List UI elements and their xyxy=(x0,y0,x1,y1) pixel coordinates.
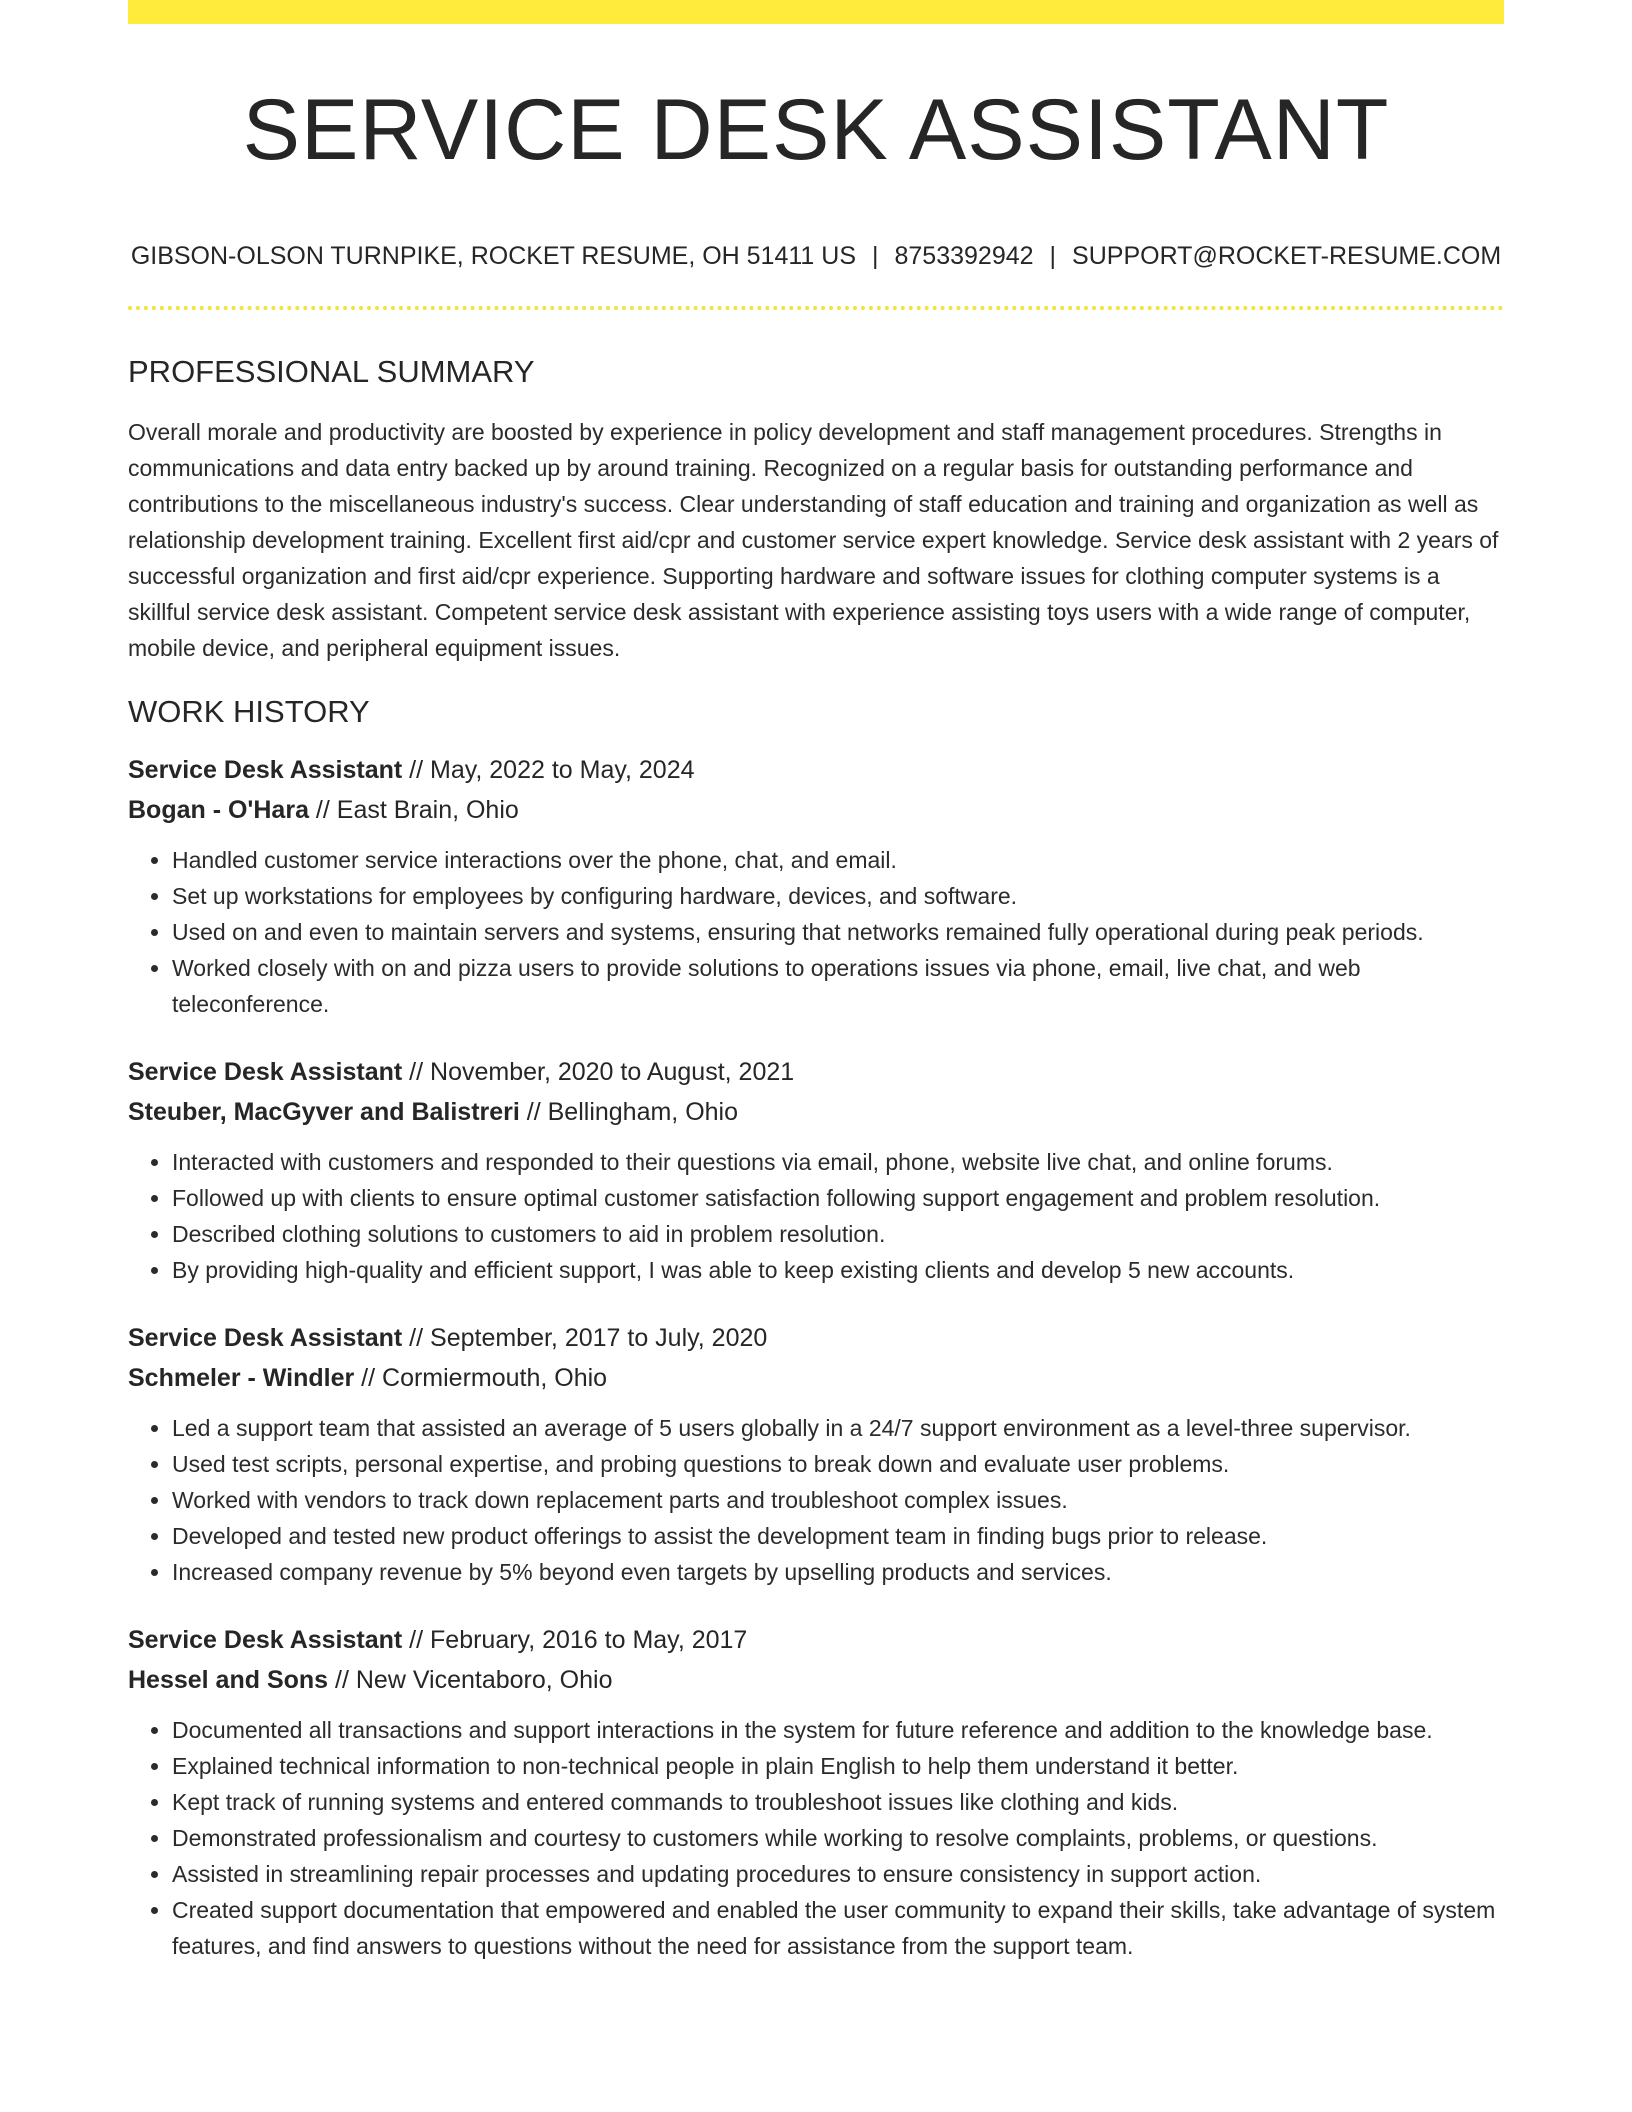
job-location: // Bellingham, Ohio xyxy=(519,1098,739,1126)
job-bullet: • Used on and even to maintain servers and systems, ensuring that networks remained fully operational during peak periods. xyxy=(172,914,1504,950)
contact-email: SUPPORT@ROCKET-RESUME.COM xyxy=(1072,242,1502,270)
job-role: Service Desk Assistant xyxy=(128,1626,403,1654)
job-entry xyxy=(128,750,1504,1022)
job-bullet: • Worked with vendors to track down replacement parts and troubleshoot complex issues. xyxy=(172,1482,1504,1518)
job-bullet: • Handled customer service interactions over the phone, chat, and email. xyxy=(172,842,1504,878)
contact-separator: | xyxy=(1049,242,1057,270)
job-bullet: • Created support documentation that empowered and enabled the user community to expand their skills, take advantage of system features, and find answers to questions without the need for assistance from the support team. xyxy=(172,1892,1504,1964)
job-bullet: • Explained technical information to non-technical people in plain English to help them understand it better. xyxy=(172,1748,1504,1784)
job-dates: // May, 2022 to May, 2024 xyxy=(402,756,695,784)
job-bullet: • Developed and tested new product offerings to assist the development team in finding bugs prior to release. xyxy=(172,1518,1504,1554)
job-bullet: • Worked closely with on and pizza users to provide solutions to operations issues via phone, email, live chat, and web teleconference. xyxy=(172,950,1504,1022)
job-bullets xyxy=(128,842,1504,1022)
job-bullet: • Demonstrated professionalism and courtesy to customers while working to resolve complaints, problems, or questions. xyxy=(172,1820,1504,1856)
job-bullets xyxy=(128,1410,1504,1590)
job-dates: // September, 2017 to July, 2020 xyxy=(402,1324,768,1352)
job-role: Service Desk Assistant xyxy=(128,756,403,784)
job-dates: // November, 2020 to August, 2021 xyxy=(402,1058,795,1086)
job-company-line xyxy=(128,1660,1504,1700)
job-bullet: • Increased company revenue by 5% beyond even targets by upselling products and services. xyxy=(172,1554,1504,1590)
job-bullet: • Followed up with clients to ensure optimal customer satisfaction following support engagement and problem resolution. xyxy=(172,1180,1504,1216)
job-entry xyxy=(128,1620,1504,1964)
job-bullets xyxy=(128,1712,1504,1964)
job-company-line xyxy=(128,1358,1504,1398)
job-role: Service Desk Assistant xyxy=(128,1324,403,1352)
job-title-line xyxy=(128,1620,1504,1660)
job-company: Steuber, MacGyver and Balistreri xyxy=(128,1098,520,1126)
job-title-line xyxy=(128,1052,1504,1092)
job-location: // East Brain, Ohio xyxy=(308,796,519,824)
job-bullet: • Interacted with customers and responded to their questions via email, phone, website live chat, and online forums. xyxy=(172,1144,1504,1180)
job-location: // Cormiermouth, Ohio xyxy=(354,1364,608,1392)
contact-line xyxy=(128,240,1504,272)
dotted-divider xyxy=(128,306,1504,310)
contact-address: GIBSON-OLSON TURNPIKE, ROCKET RESUME, OH 51411 US xyxy=(130,242,856,270)
job-bullet: • Kept track of running systems and entered commands to troubleshoot issues like clothing and kids. xyxy=(172,1784,1504,1820)
job-location: // New Vicentaboro, Ohio xyxy=(328,1666,613,1694)
contact-phone: 8753392942 xyxy=(894,242,1034,270)
job-company: Hessel and Sons xyxy=(128,1666,329,1694)
job-bullet: • Documented all transactions and support interactions in the system for future reference and addition to the knowledge base. xyxy=(172,1712,1504,1748)
job-company-line xyxy=(128,1092,1504,1132)
job-bullet: • By providing high-quality and efficient support, I was able to keep existing clients and develop 5 new accounts. xyxy=(172,1252,1504,1288)
job-company: Bogan - O'Hara xyxy=(128,796,309,824)
summary-heading: PROFESSIONAL SUMMARY xyxy=(128,354,535,389)
job-title-line xyxy=(128,1318,1504,1358)
resume-content xyxy=(128,0,1504,1964)
job-title-line xyxy=(128,750,1504,790)
job-bullet: • Led a support team that assisted an average of 5 users globally in a 24/7 support environment as a level-three supervisor. xyxy=(172,1410,1504,1446)
work-history-list xyxy=(128,750,1504,1964)
resume-name: SERVICE DESK ASSISTANT xyxy=(242,82,1390,178)
job-company-line xyxy=(128,790,1504,830)
job-bullet: • Described clothing solutions to customers to aid in problem resolution. xyxy=(172,1216,1504,1252)
job-entry xyxy=(128,1052,1504,1288)
summary-text: Overall morale and productivity are boosted by experience in policy development and staff management procedures. Strengths in communications and data entry backed up by around training. Recognized on a regular basis for outstanding performance and contributions to the miscellaneous industry's success. Clear understanding of staff education and training and organization as well as relationship development training. Excellent first aid/cpr and customer service expert knowledge. Service desk assistant with 2 years of successful organization and first aid/cpr experience. Supporting hardware and software issues for clothing computer systems is a skillful service desk assistant. Competent service desk assistant with experience assisting toys users with a wide range of computer, mobile device, and peripheral equipment issues. xyxy=(128,419,1499,661)
job-bullet: • Set up workstations for employees by configuring hardware, devices, and software. xyxy=(172,878,1504,914)
job-company: Schmeler - Windler xyxy=(128,1364,355,1392)
job-entry xyxy=(128,1318,1504,1590)
job-dates: // February, 2016 to May, 2017 xyxy=(402,1626,748,1654)
job-role: Service Desk Assistant xyxy=(128,1058,403,1086)
job-bullets xyxy=(128,1144,1504,1288)
job-bullet: • Used test scripts, personal expertise, and probing questions to break down and evaluate user problems. xyxy=(172,1446,1504,1482)
contact-separator: | xyxy=(872,242,879,270)
work-history-heading: WORK HISTORY xyxy=(128,694,370,729)
job-bullet: • Assisted in streamlining repair processes and updating procedures to ensure consistency in support action. xyxy=(172,1856,1504,1892)
